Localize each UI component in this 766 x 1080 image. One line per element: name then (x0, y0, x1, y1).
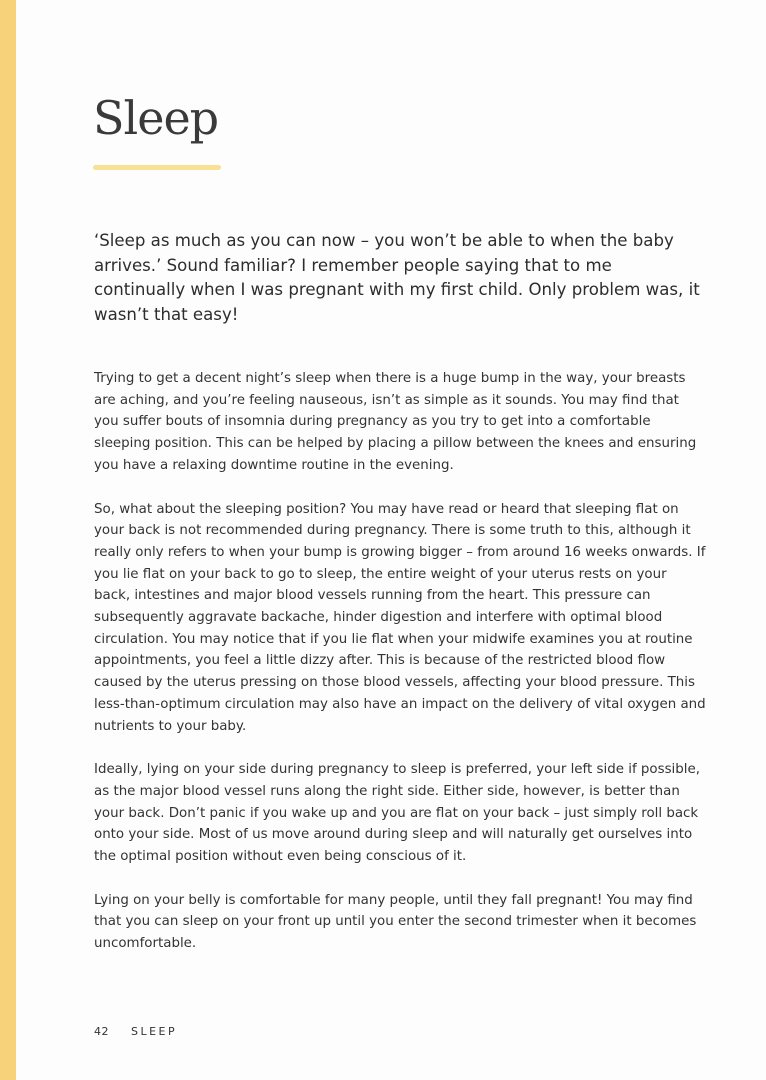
section-name: SLEEP (131, 1025, 178, 1038)
page-number: 42 (94, 1025, 109, 1038)
body-paragraph: So, what about the sleeping position? You may have read or heard that sleeping flat on your back is not recommended during pregnancy. There is some truth to this, although it really only refers to when your bump is growing bigger – from around 16 weeks onwards. If you lie flat on your back to go to sleep, the entire weight of your uterus rests on your back, intestines and major blood vessels running from the heart. This pressure can subsequently aggravate backache, hinder digestion and interfere with optimal blood circulation. You may notice that if you lie flat when your midwife examines you at routine appointments, you feel a little dizzy after. This is because of the restricted blood flow caused by the uterus pressing on those blood vessels, affecting your blood pressure. This less-than-optimum circulation may also have an impact on the delivery of vital oxygen and nutrients to your baby. (94, 501, 706, 734)
intro-paragraph: ‘Sleep as much as you can now – you won’t be able to when the baby arrives.’ Sound familiar? I remember people saying that to me continually when I was pregnant with my first child. Only problem was, it wasn’t that easy! (94, 231, 700, 324)
body-paragraph: Ideally, lying on your side during pregnancy to sleep is preferred, your left side if possible, as the major blood vessel runs along the right side. Either side, however, is better than your back. Don’t panic if you wake up and you are flat on your back – just simply roll back onto your side. Most of us move around during sleep and will naturally get ourselves into the optimal position without even being conscious of it. (94, 762, 700, 865)
title-underline (93, 165, 221, 170)
page-title: Sleep (93, 91, 219, 145)
body-paragraph: Lying on your belly is comfortable for many people, until they fall pregnant! You may find that you can sleep on your front up until you enter the second trimester when it becomes uncomfortable. (94, 892, 697, 952)
body-text (94, 368, 706, 977)
page-edge-strip (0, 0, 16, 1080)
page-footer (94, 1025, 177, 1038)
body-paragraph: Trying to get a decent night’s sleep when there is a huge bump in the way, your breasts are aching, and you’re feeling nauseous, isn’t as simple as it sounds. You may find that you suffer bouts of insomnia during pregnancy as you try to get into a comfortable sleeping position. This can be helped by placing a pillow between the knees and ensuring you have a relaxing downtime routine in the evening. (94, 371, 697, 473)
